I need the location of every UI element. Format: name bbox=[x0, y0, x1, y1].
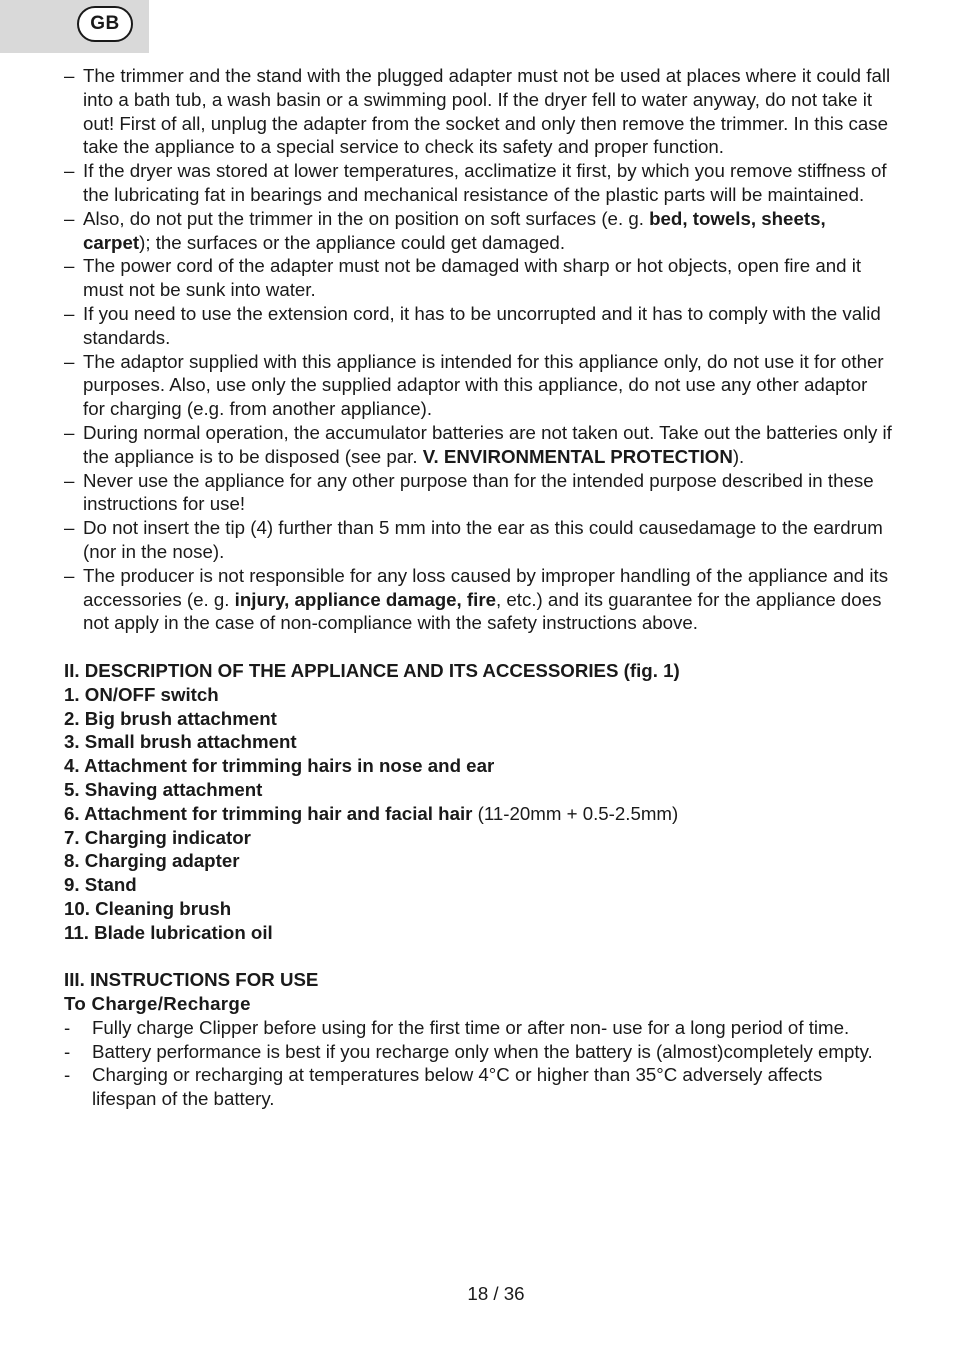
item-text: , etc.) and its guarantee for the appliance does not apply in the case of non-compliance with the safety instructions above. bbox=[83, 588, 882, 634]
part-item bbox=[64, 802, 894, 826]
item-text: Charging or recharging at temperatures below 4°C or higher than 35°C adversely affects lifespan of the battery. bbox=[92, 1064, 823, 1110]
item-text: The producer is not responsible for any loss caused by improper handling of the appliance and its accessories (e. g. bbox=[83, 564, 889, 610]
list-dash: – bbox=[64, 207, 75, 229]
description-section-title: II. DESCRIPTION OF THE APPLIANCE AND ITS ACCESSORIES (fig. 1) bbox=[64, 659, 680, 681]
part-label: 6. Attachment for trimming hair and facial hair bbox=[64, 802, 473, 824]
charge-item bbox=[64, 1016, 894, 1040]
part-label: 1. ON/OFF switch bbox=[64, 683, 219, 705]
item-text: Never use the appliance for any other purpose than for the intended purpose described in these instructions for use! bbox=[83, 469, 874, 515]
safety-item bbox=[64, 469, 894, 517]
item-text: If you need to use the extension cord, it has to be uncorrupted and it has to comply with the valid standards. bbox=[83, 302, 881, 348]
part-label: 8. Charging adapter bbox=[64, 850, 240, 872]
part-item bbox=[64, 873, 894, 897]
item-text: Do not insert the tip (4) further than 5 mm into the ear as this could causedamage to the eardrum (nor in the nose). bbox=[83, 517, 883, 562]
part-item bbox=[64, 849, 894, 873]
safety-item bbox=[64, 564, 894, 635]
part-label: 9. Stand bbox=[64, 874, 137, 896]
emphasis-text: bed, towels, sheets, carpet bbox=[83, 207, 826, 253]
parts-list bbox=[64, 683, 894, 945]
charge-instructions-list bbox=[64, 1016, 894, 1111]
instructions-section-title: III. INSTRUCTIONS FOR USE bbox=[64, 969, 319, 991]
item-text: ); the surfaces or the appliance could get damaged. bbox=[139, 231, 566, 253]
list-hyphen: - bbox=[64, 1064, 71, 1086]
item-text: Battery performance is best if you recharge only when the battery is (almost)completely empty. bbox=[92, 1040, 873, 1062]
safety-item bbox=[64, 302, 894, 350]
list-dash: – bbox=[64, 255, 75, 277]
item-text: During normal operation, the accumulator batteries are not taken out. Take out the batteries only if the appliance is to be disposed (see par. bbox=[83, 421, 892, 467]
part-note: (11-20mm + 0.5-2.5mm) bbox=[472, 802, 679, 824]
charge-item bbox=[64, 1040, 894, 1064]
part-label: 11. Blade lubrication oil bbox=[64, 921, 273, 943]
part-item bbox=[64, 921, 894, 945]
list-hyphen: - bbox=[64, 1016, 71, 1038]
list-dash: – bbox=[64, 469, 75, 491]
item-text: Also, do not put the trimmer in the on position on soft surfaces (e. g. bbox=[83, 207, 650, 229]
item-text: The power cord of the adapter must not be damaged with sharp or hot objects, open fire and it must not be sunk into water. bbox=[83, 255, 862, 301]
safety-item bbox=[64, 64, 894, 159]
part-item bbox=[64, 683, 894, 707]
part-label: 10. Cleaning brush bbox=[64, 897, 232, 919]
list-dash: – bbox=[64, 350, 75, 372]
safety-instructions-list bbox=[64, 64, 894, 635]
part-item bbox=[64, 897, 894, 921]
item-text: The adaptor supplied with this appliance is intended for this appliance only, do not use it for other purposes. Also, use only the supplied adaptor with this appliance, do not use any other adaptor for charging (e.g. from another appliance). bbox=[83, 350, 884, 420]
list-dash: – bbox=[64, 302, 75, 324]
part-item bbox=[64, 826, 894, 850]
part-item bbox=[64, 730, 894, 754]
item-text: ). bbox=[732, 445, 745, 467]
charge-subheading: To Charge/Recharge bbox=[64, 993, 251, 1015]
item-text: Fully charge Clipper before using for the first time or after non- use for a long period of time. bbox=[92, 1016, 850, 1038]
page-number: 18 / 36 bbox=[467, 1283, 525, 1304]
list-dash: – bbox=[64, 517, 75, 539]
page-content bbox=[64, 64, 894, 1111]
charge-item bbox=[64, 1063, 894, 1111]
list-dash: – bbox=[64, 421, 75, 443]
part-label: 4. Attachment for trimming hairs in nose and ear bbox=[64, 755, 495, 777]
part-item bbox=[64, 707, 894, 731]
item-text: If the dryer was stored at lower temperatures, acclimatize it first, by which you remove stiffness of the lubricating fat in bearings and mechanical resistance of the plastic parts will be maintained. bbox=[83, 160, 887, 205]
emphasis-text: injury, appliance damage, fire bbox=[234, 588, 497, 610]
part-item bbox=[64, 754, 894, 778]
part-label: 7. Charging indicator bbox=[64, 826, 251, 848]
language-badge: GB bbox=[77, 6, 133, 42]
part-label: 3. Small brush attachment bbox=[64, 731, 297, 753]
list-dash: – bbox=[64, 65, 75, 86]
safety-item bbox=[64, 254, 894, 302]
safety-item bbox=[64, 350, 894, 421]
part-item bbox=[64, 778, 894, 802]
list-hyphen: - bbox=[64, 1040, 71, 1062]
safety-item bbox=[64, 516, 894, 564]
list-dash: – bbox=[64, 160, 75, 182]
part-label: 5. Shaving attachment bbox=[64, 778, 263, 800]
safety-item bbox=[64, 207, 894, 255]
item-text: The trimmer and the stand with the plugged adapter must not be used at places where it could fall into a bath tub, a wash basin or a swimming pool. If the dryer fell to water anyway, do not take it out! First of all, unplug the adapter from the socket and only then remove the trimmer. In this case take the appliance to a special service to check its safety and proper function. bbox=[83, 65, 891, 158]
language-tab bbox=[0, 0, 149, 53]
emphasis-text: V. ENVIRONMENTAL PROTECTION bbox=[422, 445, 733, 467]
list-dash: – bbox=[64, 564, 75, 586]
safety-item bbox=[64, 421, 894, 469]
safety-item bbox=[64, 159, 894, 207]
part-label: 2. Big brush attachment bbox=[64, 707, 277, 729]
